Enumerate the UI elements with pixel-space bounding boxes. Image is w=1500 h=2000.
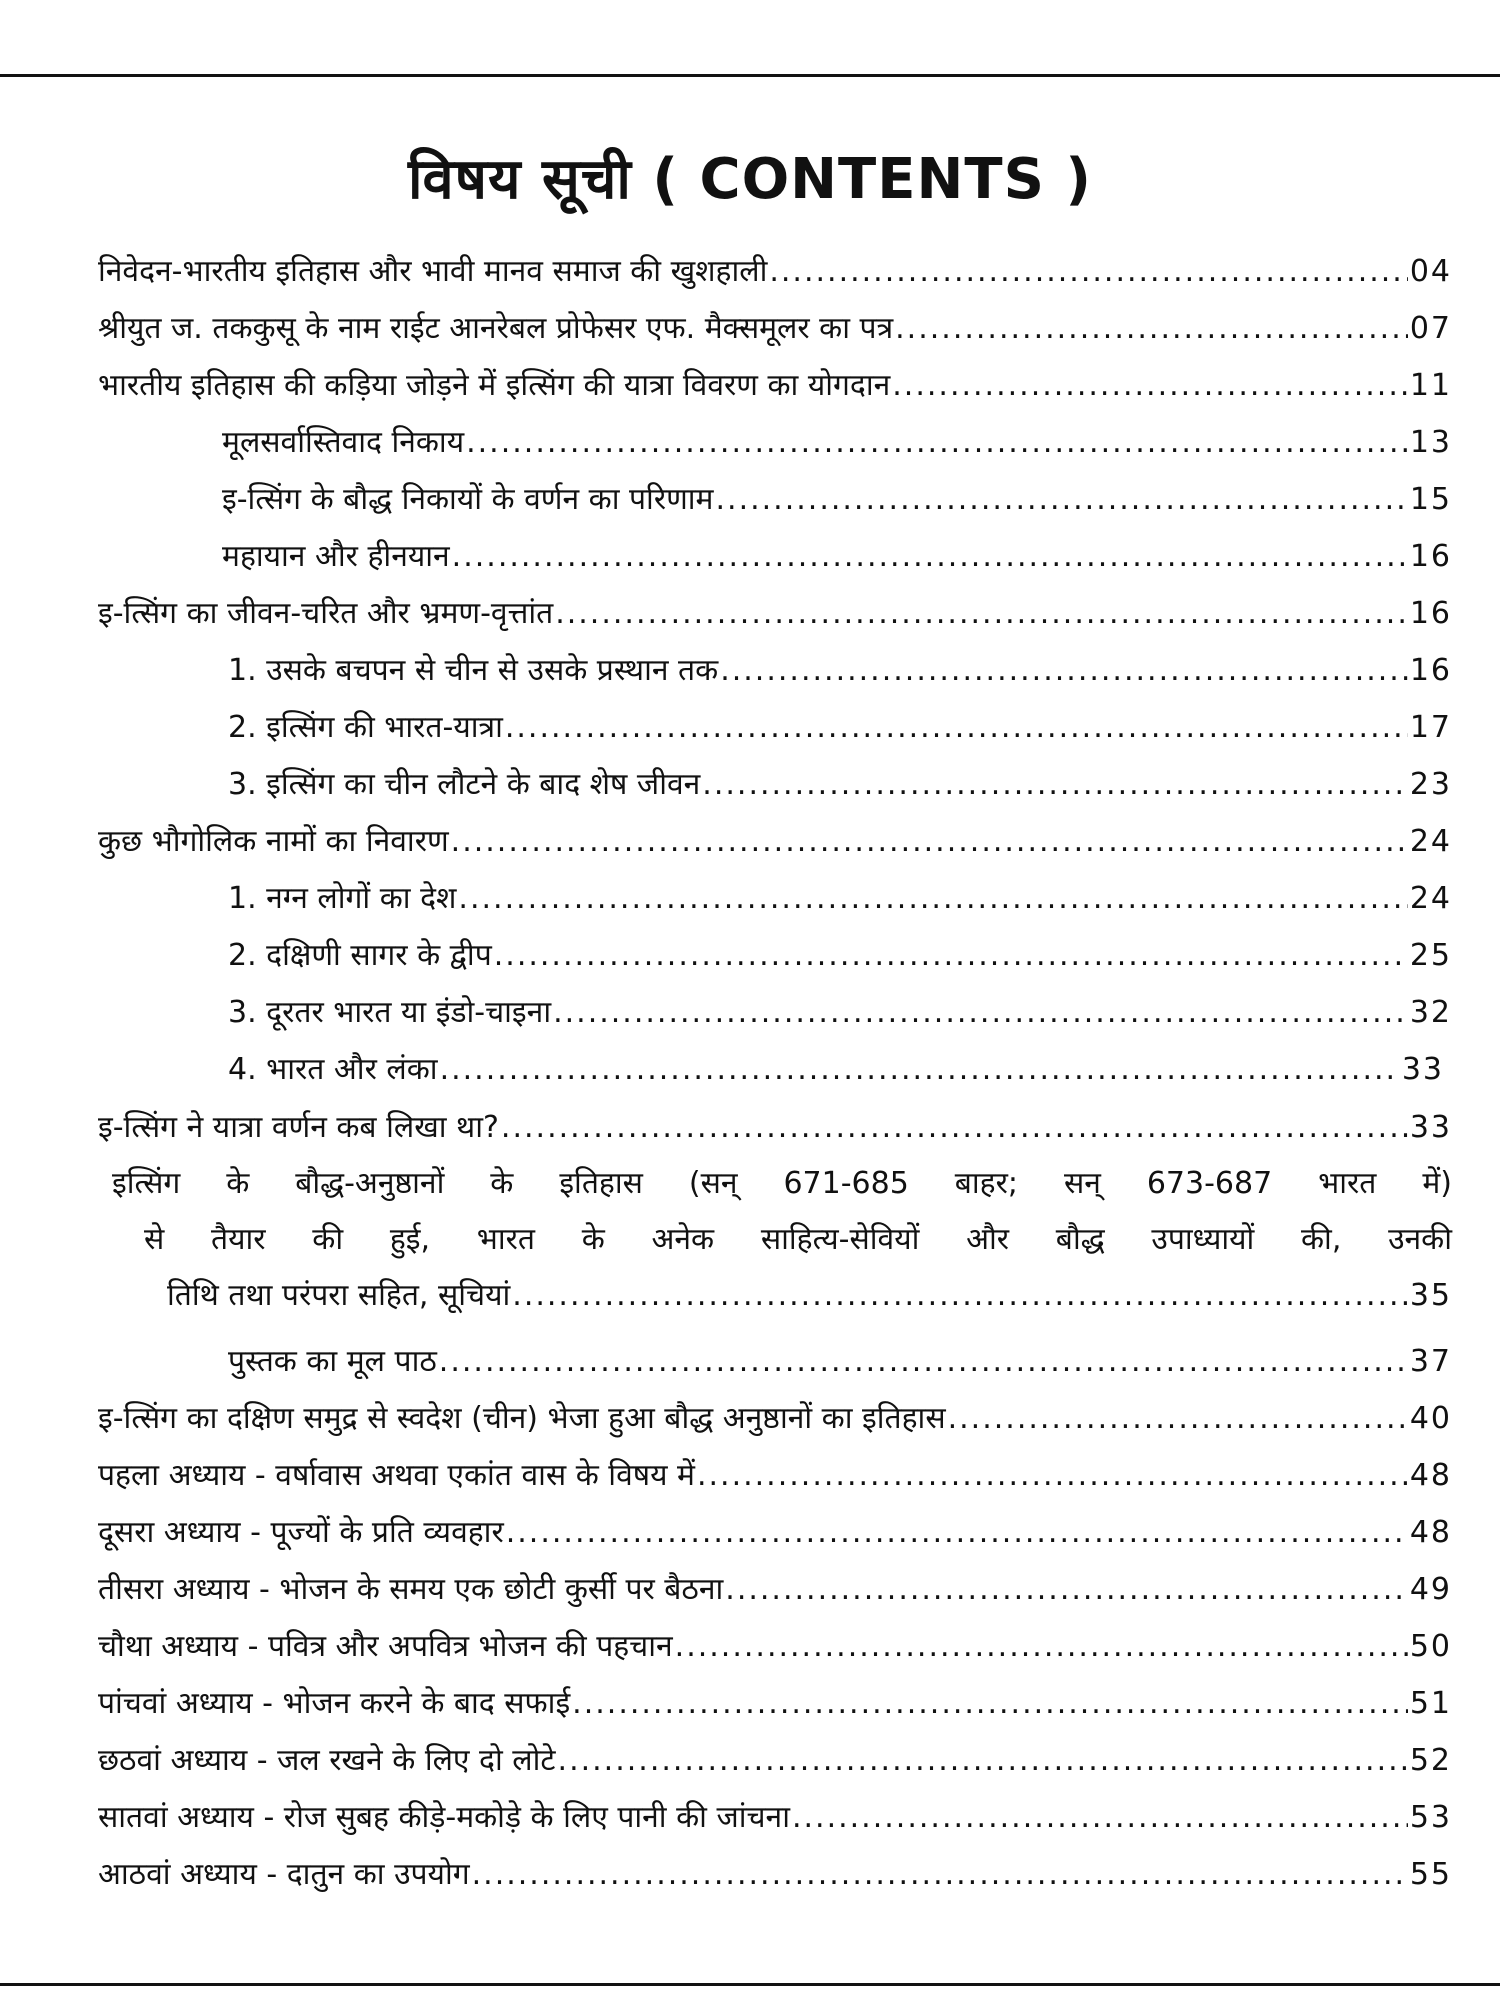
dot-leader [769,248,1407,296]
bottom-rule [0,1983,1500,1986]
toc-entry-label: तिथि तथा परंपरा सहित, सूचियां [167,1278,511,1313]
toc-entry-label: इ-त्सिंग के बौद्ध निकायों के वर्णन का परिणाम [222,482,714,517]
toc-subentry [228,932,1452,980]
dot-leader [702,761,1408,809]
toc-entry-page: 16 [1409,653,1452,688]
toc-entry-page: 50 [1409,1629,1452,1664]
toc-entry [98,1104,1452,1152]
toc-entry-label: इ-त्सिंग का जीवन-चरित और भ्रमण-वृत्तांत [98,596,554,631]
toc-entry-page: 48 [1409,1515,1452,1550]
dot-leader [439,1338,1408,1386]
toc-subentry [222,419,1452,467]
toc-entry [98,1623,1452,1671]
toc-entry-label: मूलसर्वास्तिवाद निकाय [222,425,465,460]
toc-entry-page: 17 [1409,710,1452,745]
dot-leader [716,476,1408,524]
toc-entry-label: 1. उसके बचपन से चीन से उसके प्रस्थान तक [228,653,719,688]
toc-subentry [228,704,1452,752]
dot-leader [553,989,1408,1037]
dot-leader [948,1395,1408,1443]
toc-subentry [222,533,1452,581]
dot-leader [440,1046,1400,1094]
toc-entry-label: दूसरा अध्याय - पूज्यों के प्रति व्यवहार [98,1515,504,1550]
toc-entry-label: तीसरा अध्याय - भोजन के समय एक छोटी कुर्सी पर बैठना [98,1572,724,1607]
toc-entry-label: इ-त्सिंग ने यात्रा वर्णन कब लिखा था? [98,1110,499,1145]
dot-leader [506,1509,1408,1557]
dot-leader [501,1104,1408,1152]
toc-entry [98,362,1452,410]
toc-entry [98,1851,1452,1899]
dot-leader [451,818,1408,866]
toc-entry-multiline [112,1156,1452,1324]
toc-subentry [228,875,1452,923]
dot-leader [458,875,1407,923]
toc-entry-page: 16 [1409,596,1452,631]
dot-leader [494,932,1408,980]
dot-leader [892,362,1408,410]
toc-entry-label: इ-त्सिंग का दक्षिण समुद्र से स्वदेश (चीन) भेजा हुआ बौद्ध अनुष्ठानों का इतिहास [98,1401,946,1436]
toc-entry-label: 3. दूरतर भारत या इंडो-चाइना [228,995,552,1030]
toc-entry-label: आठवां अध्याय - दातुन का उपयोग [98,1857,470,1892]
dot-leader [555,590,1408,638]
toc-entry-label: छठवां अध्याय - जल रखने के लिए दो लोटे [98,1743,556,1778]
toc-entry-page: 24 [1409,824,1452,859]
toc-entry-page: 51 [1409,1686,1452,1721]
top-rule [0,74,1500,77]
toc-entry-label: पुस्तक का मूल पाठ [228,1344,437,1379]
toc-subentry [228,989,1452,1037]
dot-leader [466,419,1408,467]
toc-subentry [228,1046,1444,1094]
toc-entry-label: पांचवां अध्याय - भोजन करने के बाद सफाई [98,1686,571,1721]
toc-entry-label: पहला अध्याय - वर्षावास अथवा एकांत वास के विषय में [98,1458,695,1493]
toc-entry-page: 15 [1409,482,1452,517]
toc-entry-label: चौथा अध्याय - पवित्र और अपवित्र भोजन की पहचान [98,1629,673,1664]
toc-entry-page: 16 [1409,539,1452,574]
toc-entry-page: 13 [1409,425,1452,460]
toc-entry-page: 24 [1409,881,1452,916]
toc-entry [98,1452,1452,1500]
toc-entry-lastline [112,1268,1452,1324]
toc-entry [98,1509,1452,1557]
toc-entry-label: 4. भारत और लंका [228,1052,438,1087]
toc-entry-label: 1. नग्न लोगों का देश [228,881,457,916]
dot-leader [558,1737,1408,1785]
toc-entry [98,248,1452,296]
toc-entry-page: 04 [1409,254,1452,289]
toc-entry-label: श्रीयुत ज. तककुसू के नाम राईट आनरेबल प्रोफेसर एफ. मैक्समूलर का पत्र [98,311,894,346]
toc-entry-page: 55 [1409,1857,1452,1892]
toc-subentry [228,1338,1452,1386]
toc-subentry [222,476,1452,524]
toc-entry [98,1680,1452,1728]
toc-entry-label: भारतीय इतिहास की कड़िया जोड़ने में इत्सिंग की यात्रा विवरण का योगदान [98,368,891,403]
toc-entry-page: 52 [1409,1743,1452,1778]
toc-subentry [228,647,1452,695]
toc-entry-page: 40 [1409,1401,1452,1436]
dot-leader [512,1268,1408,1324]
toc-entry [98,305,1452,353]
toc-entry-page: 33 [1409,1110,1452,1145]
dot-leader [895,305,1408,353]
toc-entry-label: 2. दक्षिणी सागर के द्वीप [228,938,492,973]
toc-entry-page: 07 [1409,311,1452,346]
toc-entry-label: कुछ भौगोलिक नामों का निवारण [98,824,449,859]
toc-entry-page: 11 [1409,368,1452,403]
toc-entry [98,1566,1452,1614]
toc-entry-label: सातवां अध्याय - रोज सुबह कीड़े-मकोड़े के लिए पानी की जांचना [98,1800,790,1835]
toc-entry-page: 25 [1409,938,1452,973]
toc-entry-page: 33 [1401,1052,1444,1087]
toc-entry-label: निवेदन-भारतीय इतिहास और भावी मानव समाज की खुशहाली [98,254,768,289]
toc-entry-line: से तैयार की हुई, भारत के अनेक साहित्य-सेवियों और बौद्ध उपाध्यायों की, उनकी [144,1222,1452,1257]
page-title: विषय सूची ( CONTENTS ) [407,147,1092,212]
toc-subentry [228,761,1452,809]
toc-entry [98,1794,1452,1842]
toc-entry-line: इत्सिंग के बौद्ध-अनुष्ठानों के इतिहास (सन् 671-685 बाहर; सन् 673-687 भारत में) [112,1166,1452,1201]
toc-entry-page: 37 [1409,1344,1452,1379]
toc-entry [98,818,1452,866]
dot-leader [675,1623,1408,1671]
toc-entry-label: 3. इत्सिंग का चीन लौटने के बाद शेष जीवन [228,767,701,802]
dot-leader [725,1566,1408,1614]
toc-entry-page: 53 [1409,1800,1452,1835]
toc-entry-page: 23 [1409,767,1452,802]
dot-leader [792,1794,1408,1842]
dot-leader [697,1452,1408,1500]
dot-leader [720,647,1408,695]
toc-entry-page: 32 [1409,995,1452,1030]
toc-entry-label: 2. इत्सिंग की भारत-यात्रा [228,710,503,745]
toc-entry-page: 49 [1409,1572,1452,1607]
toc-entry-label: महायान और हीनयान [222,539,450,574]
toc-entry [98,1395,1452,1443]
dot-leader [572,1680,1408,1728]
dot-leader [505,704,1408,752]
toc-entry [98,590,1452,638]
dot-leader [452,533,1408,581]
toc-entry-page: 35 [1409,1278,1452,1313]
toc-entry-page: 48 [1409,1458,1452,1493]
toc-entry [98,1737,1452,1785]
dot-leader [472,1851,1408,1899]
